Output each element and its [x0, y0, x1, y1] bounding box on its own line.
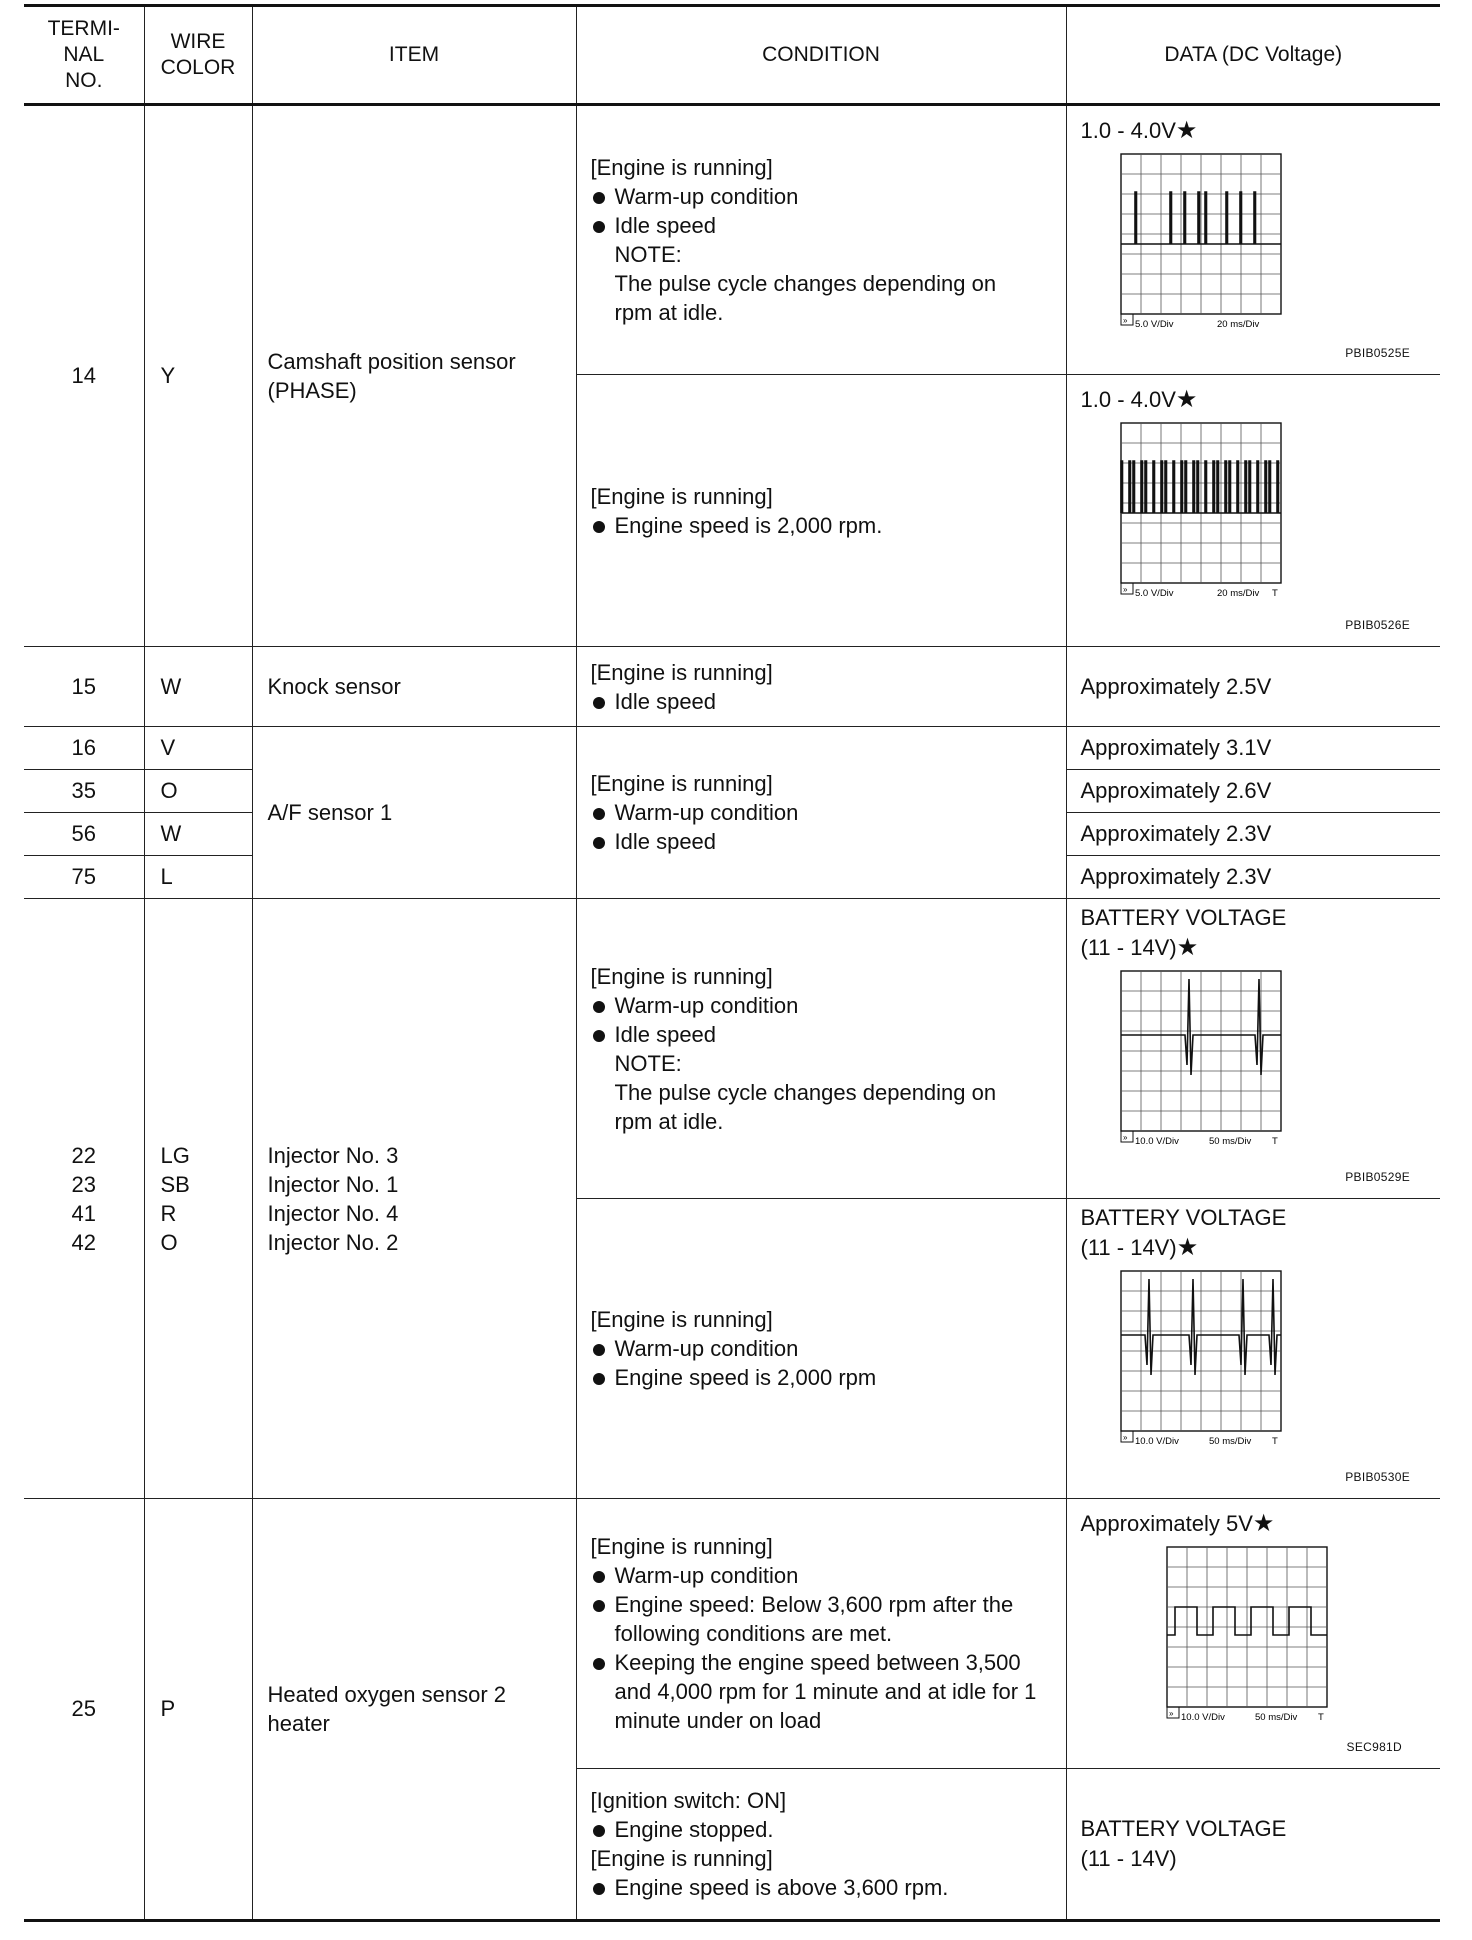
item-cell: Injector No. 3 Injector No. 1 Injector No. 4 Injector No. 2 — [252, 899, 576, 1499]
table-row — [24, 899, 1440, 1199]
condition-bullet: Idle speed — [591, 687, 1054, 716]
data-cell — [1066, 1499, 1440, 1769]
star-icon: ★ — [1252, 1510, 1275, 1537]
wire-color-cell: V — [144, 727, 252, 770]
svg-text:»: » — [1122, 585, 1127, 594]
oscilloscope-waveform — [1165, 1545, 1329, 1725]
oscilloscope-waveform — [1119, 152, 1283, 332]
data-cell: Approximately 2.3V — [1066, 856, 1440, 899]
condition-bullet: Engine speed is 2,000 rpm — [591, 1363, 1054, 1392]
svg-text:20 ms/Div: 20 ms/Div — [1216, 588, 1259, 599]
svg-text:50 ms/Div: 50 ms/Div — [1254, 1712, 1297, 1723]
wire-color-cell: W — [144, 647, 252, 727]
oscilloscope-waveform — [1119, 1269, 1283, 1449]
svg-text:10.0 V/Div: 10.0 V/Div — [1180, 1712, 1225, 1723]
condition-bullet: Warm-up condition — [591, 1561, 1054, 1590]
condition-cell: [Ignition switch: ON] Engine stopped. [Engine is running] Engine speed is above 3,600 rpm. — [576, 1769, 1066, 1921]
svg-text:»: » — [1122, 1133, 1127, 1142]
svg-text:20 ms/Div: 20 ms/Div — [1216, 319, 1259, 330]
svg-text:T: T — [1271, 1436, 1278, 1447]
svg-text:T: T — [1271, 588, 1278, 599]
condition-cell: [Engine is running] Warm-up condition Engine speed is 2,000 rpm — [576, 1199, 1066, 1499]
wire-color-cell: W — [144, 813, 252, 856]
note-label: NOTE: — [614, 242, 682, 267]
svg-text:»: » — [1168, 1709, 1173, 1718]
data-value: BATTERY VOLTAGE — [1080, 1205, 1287, 1230]
figure-code: PBIB0526E — [1345, 618, 1410, 632]
condition-bullet: Warm-up condition — [591, 798, 1054, 827]
terminal-cell: 16 — [24, 727, 144, 770]
figure-code: SEC981D — [1346, 1740, 1402, 1754]
data-value: 1.0 - 4.0V — [1080, 387, 1176, 412]
oscilloscope-waveform — [1119, 969, 1283, 1149]
data-value: BATTERY VOLTAGE — [1080, 905, 1287, 930]
figure-code: PBIB0529E — [1345, 1170, 1410, 1184]
wire-color-cell: Y — [144, 105, 252, 647]
figure-code: PBIB0525E — [1345, 346, 1410, 360]
item-cell: Knock sensor — [252, 647, 576, 727]
data-value: BATTERY VOLTAGE — [1080, 1816, 1287, 1841]
data-cell — [1066, 1769, 1440, 1921]
condition-bullet: Idle speed — [591, 827, 1054, 856]
condition-bullet: Warm-up condition — [591, 1334, 1054, 1363]
condition-bullet: Idle speed — [591, 1020, 1054, 1049]
condition-bullet: Warm-up condition — [591, 991, 1054, 1020]
data-cell: Approximately 2.5V — [1066, 647, 1440, 727]
data-cell — [1066, 1199, 1440, 1499]
star-icon: ★ — [1176, 1234, 1199, 1261]
svg-text:T: T — [1317, 1712, 1324, 1723]
condition-cell: [Engine is running] Warm-up condition Idle speed — [576, 727, 1066, 899]
oscilloscope-waveform — [1119, 421, 1283, 601]
data-value: (11 - 14V) — [1080, 1235, 1177, 1260]
svg-text:»: » — [1122, 316, 1127, 325]
condition-bullet: Engine speed is above 3,600 rpm. — [591, 1873, 1054, 1902]
data-value: (11 - 14V) — [1080, 1846, 1177, 1871]
wire-color-cell: P — [144, 1499, 252, 1921]
data-value: (11 - 14V) — [1080, 935, 1177, 960]
star-icon: ★ — [1175, 386, 1198, 413]
svg-text:50 ms/Div: 50 ms/Div — [1208, 1136, 1251, 1147]
terminal-cell: 35 — [24, 770, 144, 813]
header-wire-color: WIRE COLOR — [144, 6, 252, 105]
svg-text:5.0 V/Div: 5.0 V/Div — [1134, 588, 1174, 599]
header-item: ITEM — [252, 6, 576, 105]
terminal-cell: 22 23 41 42 — [24, 899, 144, 1499]
data-cell: Approximately 2.6V — [1066, 770, 1440, 813]
table-row — [24, 647, 1440, 727]
condition-cell: [Engine is running] Warm-up condition Idle speed NOTE: The pulse cycle changes depending on rpm at idle. — [576, 899, 1066, 1199]
table-row — [24, 1499, 1440, 1769]
item-cell: A/F sensor 1 — [252, 727, 576, 899]
data-cell: Approximately 3.1V — [1066, 727, 1440, 770]
terminal-data-table — [24, 4, 1440, 1922]
svg-text:10.0 V/Div: 10.0 V/Div — [1134, 1436, 1179, 1447]
data-cell — [1066, 899, 1440, 1199]
terminal-cell: 25 — [24, 1499, 144, 1921]
condition-bullet: Engine speed is 2,000 rpm. — [591, 511, 1054, 540]
condition-cell: [Engine is running] Engine speed is 2,000 rpm. — [576, 375, 1066, 647]
header-data: DATA (DC Voltage) — [1066, 6, 1440, 105]
condition-cell: [Engine is running] Warm-up condition Idle speed NOTE: The pulse cycle changes depending on rpm at idle. — [576, 105, 1066, 375]
figure-code: PBIB0530E — [1345, 1470, 1410, 1484]
svg-text:T: T — [1271, 1136, 1278, 1147]
condition-bullet: Idle speed — [591, 211, 1054, 240]
data-cell — [1066, 375, 1440, 647]
header-row — [24, 6, 1440, 105]
item-cell: Camshaft position sensor (PHASE) — [252, 105, 576, 647]
item-cell: Heated oxygen sensor 2 heater — [252, 1499, 576, 1921]
svg-text:5.0 V/Div: 5.0 V/Div — [1134, 319, 1174, 330]
data-value: 1.0 - 4.0V — [1080, 118, 1176, 143]
star-icon: ★ — [1176, 934, 1199, 961]
table-row — [24, 727, 1440, 770]
condition-bullet: Warm-up condition — [591, 182, 1054, 211]
condition-bullet: Engine speed: Below 3,600 rpm after the following conditions are met. — [591, 1590, 1054, 1648]
wire-color-cell: O — [144, 770, 252, 813]
condition-cell: [Engine is running] Warm-up condition Engine speed: Below 3,600 rpm after the following conditions are met. Keeping the engine speed between 3,500 and 4,000 rpm for 1 minute and at idle for 1 minute under on load — [576, 1499, 1066, 1769]
terminal-cell: 15 — [24, 647, 144, 727]
svg-text:»: » — [1122, 1433, 1127, 1442]
condition-bullet: Engine stopped. — [591, 1815, 1054, 1844]
terminal-cell: 56 — [24, 813, 144, 856]
star-icon: ★ — [1175, 117, 1198, 144]
note-label: NOTE: — [614, 1050, 682, 1076]
condition-cell: [Engine is running] Idle speed — [576, 647, 1066, 727]
terminal-cell: 75 — [24, 856, 144, 899]
header-terminal: TERMI- NAL NO. — [24, 6, 144, 105]
data-value: Approximately 5V — [1080, 1511, 1253, 1536]
terminal-cell: 14 — [24, 105, 144, 647]
data-cell — [1066, 105, 1440, 375]
data-cell: Approximately 2.3V — [1066, 813, 1440, 856]
wire-color-cell: LG SB R O — [144, 899, 252, 1499]
header-condition: CONDITION — [576, 6, 1066, 105]
svg-text:10.0 V/Div: 10.0 V/Div — [1134, 1136, 1179, 1147]
condition-bullet: Keeping the engine speed between 3,500 and 4,000 rpm for 1 minute and at idle for 1 minute under on load — [591, 1648, 1054, 1735]
svg-text:50 ms/Div: 50 ms/Div — [1208, 1436, 1251, 1447]
wire-color-cell: L — [144, 856, 252, 899]
table-row — [24, 105, 1440, 375]
